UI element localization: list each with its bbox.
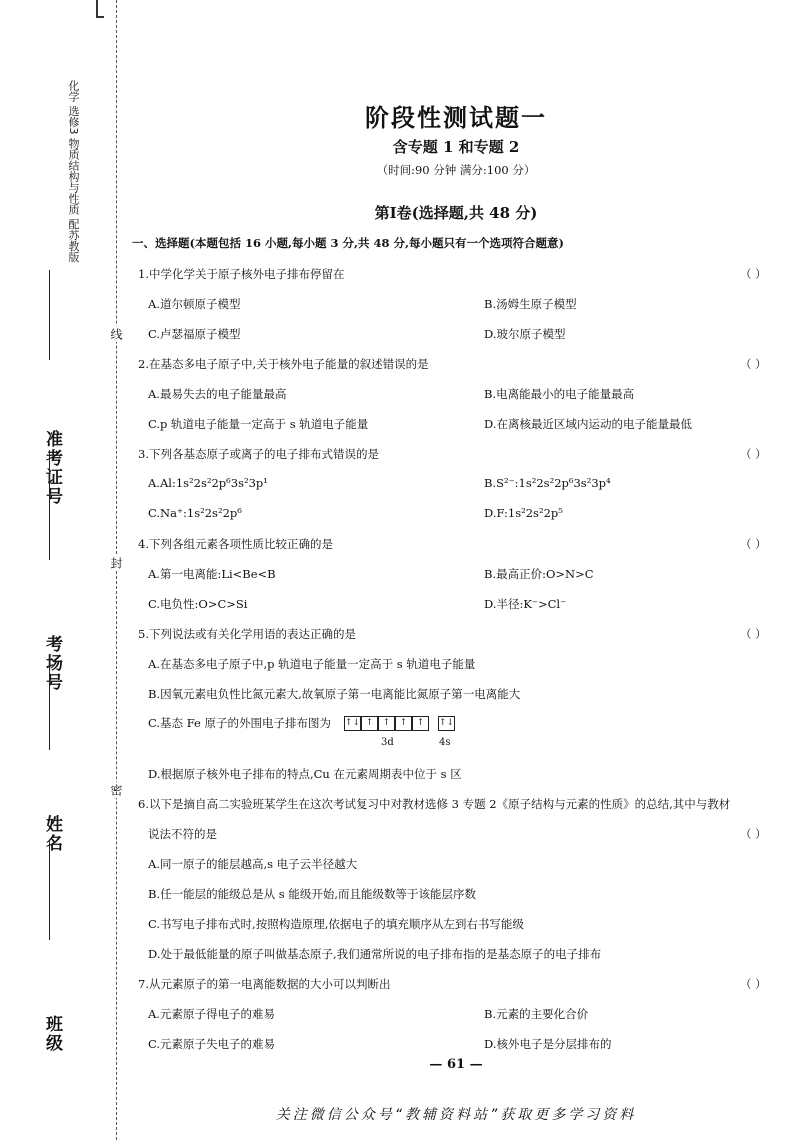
answer-blank: （ ） [740, 357, 767, 371]
page-title: 阶段性测试题一 [365, 103, 547, 132]
question-stem: 5.下列说法或有关化学用语的表达正确的是 [138, 627, 356, 641]
orbital-box-3d-4: ↑ [395, 716, 412, 731]
option-c: C.元素原子失电子的难易 [148, 1037, 276, 1051]
option-d: D.处于最低能量的原子叫做基态原子,我们通常所说的电子排布指的是基态原子的电子排布 [148, 947, 602, 961]
option-a: A.同一原子的能层越高,s 电子云半径越大 [148, 857, 358, 871]
question-stem: 4.下列各组元素各项性质比较正确的是 [138, 537, 333, 551]
option-d: D.半径:K⁻>Cl⁻ [484, 597, 567, 611]
fill-line [49, 840, 50, 940]
option-a: A.最易失去的电子能量最高 [148, 387, 287, 401]
option-a: A.在基态多电子原子中,p 轨道电子能量一定高于 s 轨道电子能量 [148, 657, 476, 671]
time-info: （时间:90 分钟 满分:100 分） [376, 163, 536, 177]
answer-blank: （ ） [740, 537, 767, 551]
option-c: C.基态 Fe 原子的外围电子排布图为 [148, 716, 332, 730]
answer-blank: （ ） [740, 977, 767, 991]
name-label: 姓名 [42, 815, 62, 853]
orbital-box-3d-2: ↑ [361, 716, 378, 731]
orbital-box-3d-1: ↑↓ [344, 716, 361, 731]
orbital-label-4s: 4s [439, 737, 451, 748]
question-stem: 1.中学化学关于原子核外电子排布停留在 [138, 267, 345, 281]
volume-heading: 第Ⅰ卷(选择题,共 48 分) [374, 204, 538, 222]
footer-note: 关注微信公众号“教辅资料站”获取更多学习资料 [275, 1107, 637, 1123]
option-b: B.元素的主要化合价 [484, 1007, 589, 1021]
option-d: D.玻尔原子模型 [484, 327, 566, 341]
fill-line [49, 270, 50, 360]
orbital-box-3d-5: ↑ [412, 716, 429, 731]
option-b: B.最高正价:O>N>C [484, 567, 594, 581]
option-c: C.书写电子排布式时,按照构造原理,依据电子的填充顺序从左到右书写能级 [148, 917, 524, 931]
option-c-row [148, 715, 455, 748]
question-stem-line1: 6.以下是摘自高二实验班某学生在这次考试复习中对教材选修 3 专题 2《原子结构与元素的性质》的总结,其中与教材 [138, 797, 731, 811]
option-a: A.第一电离能:Li<Be<B [148, 567, 276, 581]
answer-blank: （ ） [740, 447, 767, 461]
question-stem: 2.在基态多电子原子中,关于核外电子能量的叙述错误的是 [138, 357, 429, 371]
option-b: B.电离能最小的电子能量最高 [484, 387, 635, 401]
option-a: A.元素原子得电子的难易 [148, 1007, 275, 1021]
section-instruction: 一、选择题(本题包括 16 小题,每小题 3 分,共 48 分,每小题只有一个选项符合题意) [132, 236, 564, 250]
option-b: B.因氧元素电负性比氮元素大,故氧原子第一电离能比氮原子第一电离能大 [148, 687, 521, 701]
option-c: C.p 轨道电子能量一定高于 s 轨道电子能量 [148, 417, 369, 431]
answer-blank: （ ） [740, 267, 767, 281]
question-stem-line2: 说法不符的是 [148, 827, 217, 841]
option-a: A.Al:1s²2s²2p⁶3s²3p¹ [148, 476, 268, 490]
answer-blank: （ ） [740, 827, 767, 841]
question-stem: 7.从元素原子的第一电离能数据的大小可以判断出 [138, 977, 391, 991]
question-stem: 3.下列各基态原子或离子的电子排布式错误的是 [138, 447, 379, 461]
option-b: B.汤姆生原子模型 [484, 297, 577, 311]
fill-line [49, 450, 50, 560]
course-label: 化学 选修3 物质结构与性质 配苏教版 [67, 80, 80, 263]
option-c: C.卢瑟福原子模型 [148, 327, 241, 341]
page-subtitle: 含专题 1 和专题 2 [392, 138, 520, 156]
option-b: B.S²⁻:1s²2s²2p⁶3s²3p⁴ [484, 476, 611, 490]
option-d: D.核外电子是分层排布的 [484, 1037, 612, 1051]
option-d: D.在离核最近区域内运动的电子能量最低 [484, 417, 692, 431]
exam-number-label: 准考证号 [42, 430, 62, 506]
class-label: 班级 [42, 1015, 62, 1053]
fill-line [49, 660, 50, 750]
seal-word-secret: 密 [109, 784, 123, 796]
seal-word-line: 线 [109, 328, 123, 340]
option-c: C.Na⁺:1s²2s²2p⁶ [148, 506, 242, 520]
option-d: D.根据原子核外电子排布的特点,Cu 在元素周期表中位于 s 区 [148, 767, 462, 781]
option-d: D.F:1s²2s²2p⁵ [484, 506, 563, 520]
corner-mark [96, 16, 104, 18]
page-number: — 61 — [429, 1057, 483, 1072]
answer-blank: （ ） [740, 627, 767, 641]
orbital-box-3d-3: ↑ [378, 716, 395, 731]
orbital-label-3d: 3d [381, 737, 394, 748]
exam-room-label: 考场号 [42, 635, 62, 692]
orbital-box-4s: ↑↓ [438, 716, 455, 731]
seal-word-seal: 封 [109, 557, 123, 569]
option-b: B.任一能层的能级总是从 s 能级开始,而且能级数等于该能层序数 [148, 887, 476, 901]
option-c: C.电负性:O>C>Si [148, 597, 248, 611]
option-a: A.道尔顿原子模型 [148, 297, 241, 311]
